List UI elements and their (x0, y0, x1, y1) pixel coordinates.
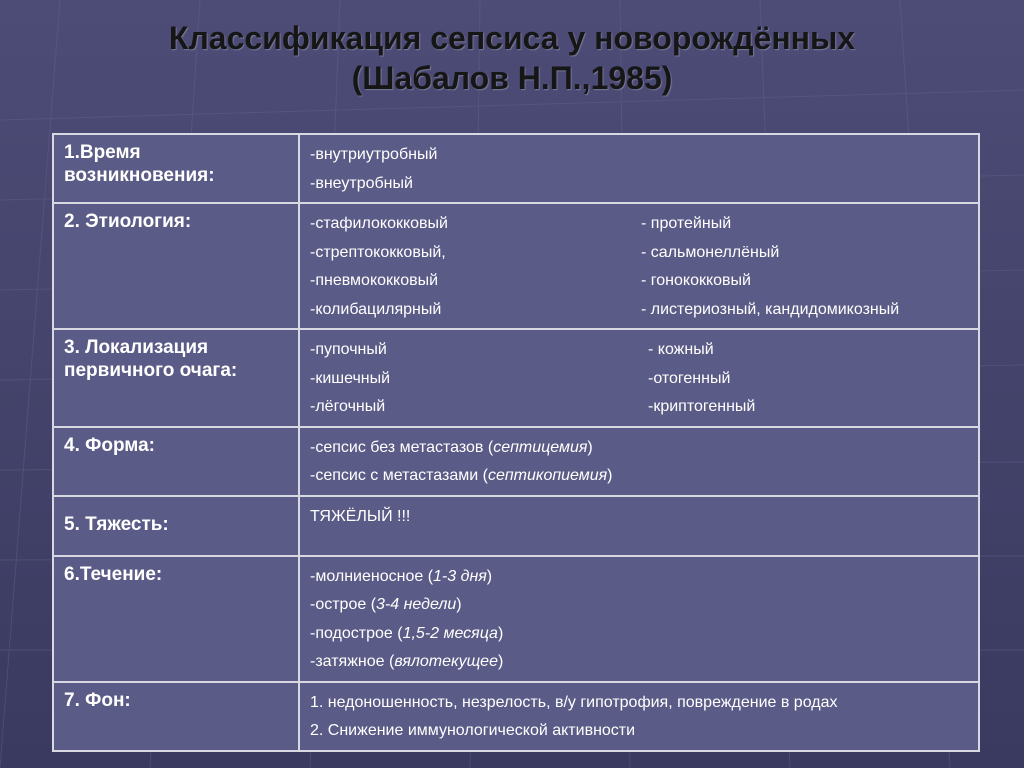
value-item: - листериозный, кандидомикозный (641, 300, 900, 318)
value-item: -криптогенный (648, 398, 756, 415)
table-row-background (53, 682, 979, 751)
row-label: 4. Форма: (53, 427, 299, 496)
row-label: 5. Тяжесть: (53, 496, 299, 556)
table-row-time (53, 134, 979, 203)
classification-table (52, 133, 980, 752)
value-item: -молниеносное (1-3 дня) (310, 567, 493, 585)
value-item: - кожный (648, 341, 714, 358)
table-row-etiology (53, 203, 979, 329)
title-line-1: Классификация сепсиса у новорождённых (168, 20, 856, 56)
row-label: 2. Этиология: (53, 203, 299, 329)
value-item: - гонококковый (641, 272, 751, 289)
value-item: -колибацилярный (310, 300, 442, 318)
value-item: -пупочный (310, 341, 387, 358)
value-item: -внеутробный (310, 174, 413, 192)
table-row-severity (53, 496, 979, 556)
row-value (299, 203, 979, 329)
row-value (299, 329, 979, 427)
row-label: 7. Фон: (53, 682, 299, 751)
row-value (299, 427, 979, 496)
value-item: -стрептококковый, (310, 243, 446, 261)
row-value (299, 682, 979, 751)
row-value (299, 556, 979, 682)
value-item: -внутриутробный (310, 146, 438, 163)
value-item: -пневмококковый (310, 272, 439, 289)
value-item: ТЯЖЁЛЫЙ !!! (310, 507, 411, 525)
table-row-form (53, 427, 979, 496)
value-item: -сепсис с метастазами (септикопиемия) (310, 467, 613, 484)
table-row-localization (53, 329, 979, 427)
value-item: - протейный (641, 215, 732, 232)
value-item: -затяжное (вялотекущее) (310, 653, 504, 670)
value-item: 2. Снижение иммунологической активности (310, 722, 636, 739)
value-item: -сепсис без метастазов (септицемия) (310, 438, 593, 456)
row-label: 1.Время возникновения: (53, 134, 299, 203)
row-label: 3. Локализация первичного очага: (53, 329, 299, 427)
row-label: 6.Течение: (53, 556, 299, 682)
value-item: -стафилококковый (310, 215, 448, 232)
value-item: -кишечный (310, 369, 391, 387)
value-item: -острое (3-4 недели) (310, 596, 462, 613)
value-item: -подострое (1,5-2 месяца) (310, 624, 504, 642)
value-item: -лёгочный (310, 398, 386, 415)
value-item: 1. недоношенность, незрелость, в/у гипотрофия, повреждение в родах (310, 693, 838, 711)
table-row-course (53, 556, 979, 682)
value-item: -отогенный (648, 369, 731, 387)
title-line-2: (Шабалов Н.П.,1985) (351, 60, 673, 96)
slide-title (0, 18, 1024, 98)
row-value (299, 496, 979, 556)
row-value (299, 134, 979, 203)
value-item: - сальмонеллёный (641, 243, 780, 261)
